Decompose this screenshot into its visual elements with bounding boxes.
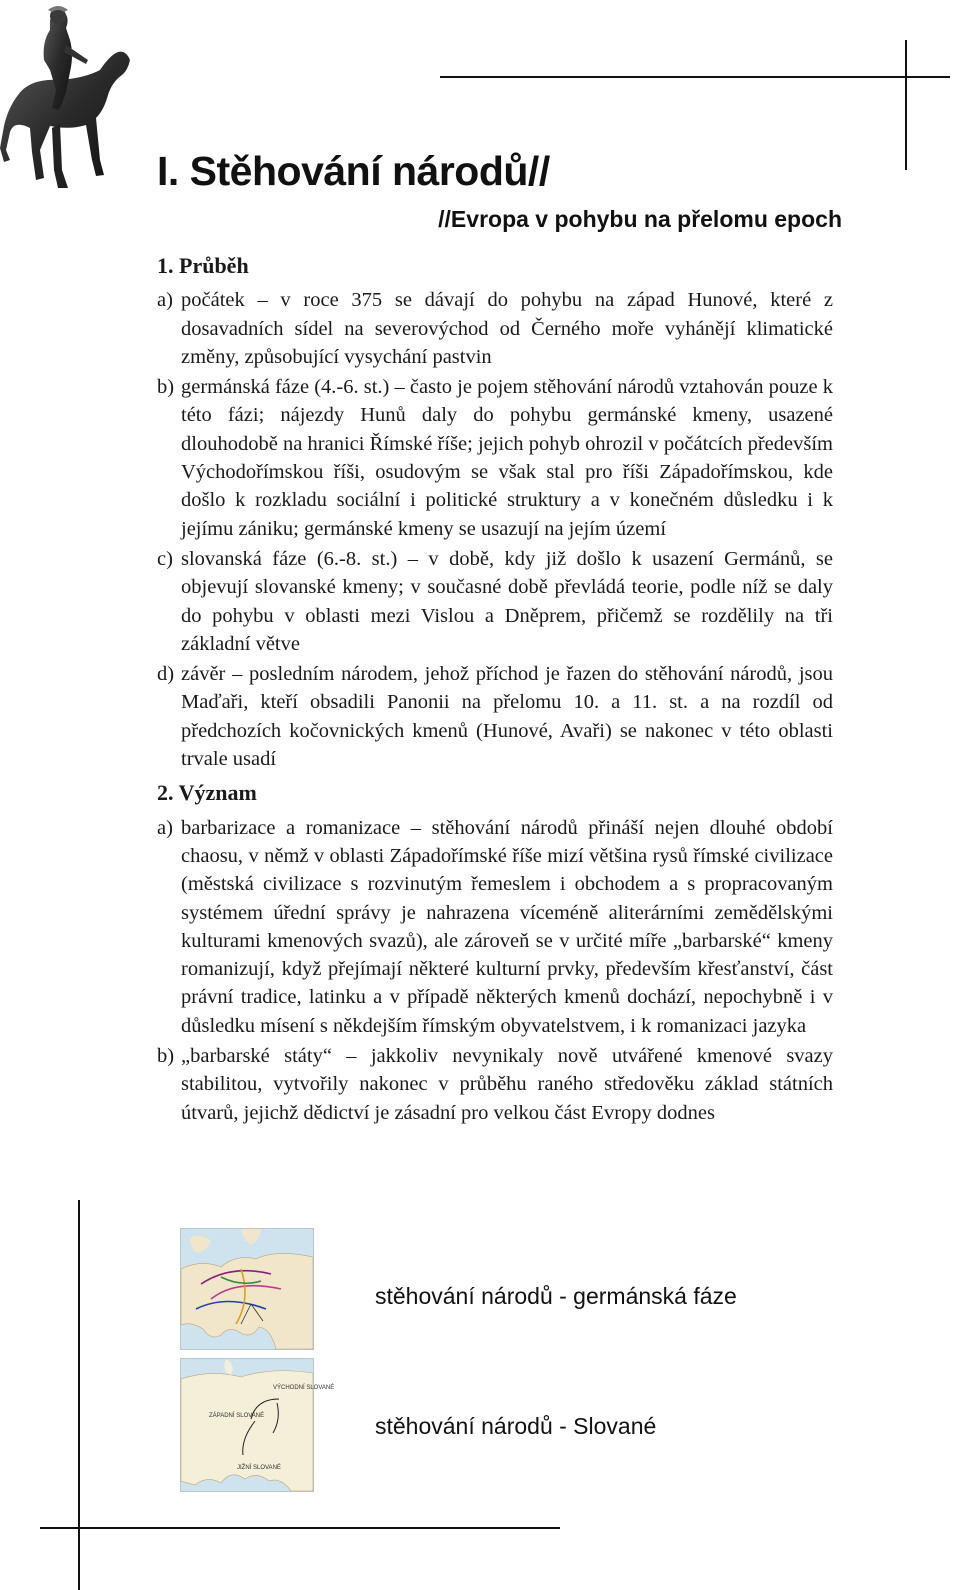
equestrian-statue-image xyxy=(0,0,135,195)
figure-caption: stěhování národů - germánská fáze xyxy=(375,1283,737,1309)
item-lead: germánská fáze (4.-6. st.) xyxy=(181,376,390,399)
section-heading: 2. Význam xyxy=(157,780,257,806)
figure-caption: stěhování národů - Slované xyxy=(375,1413,657,1439)
section-course xyxy=(157,252,833,773)
item-text: – často je pojem stěhování národů vztahován pouze k této fázi; nájezdy Hunů daly do pohybu germánské kmeny, usazené dlouhodobě na hranici Římské říše; jejich pohyb ohrozil v počátcích především Východořímskou říši, osudovým se však stal pro říši Západořímskou, kde došlo k rozkladu sociální i politické struktury a v konečném důsledku i k jejímu zániku; germánské kmeny se usazují na jejím území xyxy=(181,376,833,540)
item-marker: a) xyxy=(157,289,173,312)
item-marker: d) xyxy=(157,663,175,686)
item-text: – stěhování národů přináší nejen dlouhé období chaosu, v němž v oblasti Západořímské říše mizí většina rysů římské civilizace (městská civilizace s rozvinutým řemeslem i obchodem a s propracovaným systémem úřední správy je nahrazena víceméně aliterárními zemědělskými kulturami kmenových svazů), ale zároveň se v určité míře „barbarské“ kmeny romanizují, když přejímají některé kulturní prvky, především křesťanství, část právní tradice, latinku a v případě některých kmenů dochází, nepochybně i v důsledku mísení s někdejším římským obyvatelstvem, i k romanizaci jazyka xyxy=(181,816,833,1037)
item-lead: závěr xyxy=(181,663,226,686)
figures xyxy=(180,1228,820,1498)
item-marker: b) xyxy=(157,376,175,399)
item-text: – posledním národem, jehož příchod je řazen do stěhování národů, jsou Maďaři, kteří obsadili Panonii na přelomu 10. a 11. st. a na rozdíl od předchozích kočovnických kmenů (Hunové, Avaři) se nakonec v této oblasti trvale usadí xyxy=(181,663,833,771)
map-label: VÝCHODNÍ SLOVANÉ xyxy=(273,1385,335,1391)
list-item xyxy=(157,545,833,658)
section-heading: 1. Průběh xyxy=(157,253,249,278)
page-title: I. Stěhování národů// xyxy=(157,148,550,194)
item-text: – v době, kdy již došlo k usazení Germánů, se objevují slovanské kmeny; v současné době převládá teorie, podle níž se daly do pohybu v oblasti mezi Vislou a Dněprem, přičemž se rozdělily na tři základní větve xyxy=(181,547,833,655)
top-rule xyxy=(440,76,950,78)
list-item xyxy=(157,1042,833,1127)
item-text: – v roce 375 se dávají do pohybu na západ Hunové, které z dosavadních sídel na severovýchod od Černého moře vyhánějí klimatické změny, způsobující vysychání pastvin xyxy=(181,289,833,368)
page-subtitle: //Evropa v pohybu na přelomu epoch xyxy=(438,206,842,232)
bottom-rule xyxy=(40,1527,560,1529)
item-lead: počátek xyxy=(181,289,245,312)
item-marker: a) xyxy=(157,816,173,839)
item-text: – jakkoliv nevynikaly nově utvářené kmenové svazy stabilitou, vytvořily nakonec v průběhu raného středověku základ státních útvarů, jejichž dědictví je zásadní pro velkou část Evropy dodnes xyxy=(181,1045,834,1124)
item-marker: c) xyxy=(157,547,173,570)
slavic-migration-map xyxy=(181,1359,335,1491)
list-item xyxy=(157,286,833,371)
item-marker: b) xyxy=(157,1045,175,1068)
map-label: ZÁPADNÍ SLOVANÉ xyxy=(209,1413,265,1419)
map-germanic-phase xyxy=(180,1228,314,1350)
map-slavs xyxy=(180,1358,335,1492)
item-lead: „barbarské státy“ xyxy=(181,1045,332,1068)
list-item xyxy=(157,814,833,1040)
germanic-migration-map xyxy=(181,1229,313,1349)
list-item xyxy=(157,660,833,773)
top-right-vertical-rule xyxy=(905,40,907,170)
map-label: JIŽNÍ SLOVANÉ xyxy=(237,1465,281,1471)
item-lead: slovanská fáze (6.-8. st.) xyxy=(181,547,398,570)
content-body xyxy=(157,252,833,1129)
bottom-left-vertical-rule xyxy=(78,1200,80,1590)
section-significance xyxy=(157,779,833,1127)
item-lead: barbarizace a romanizace xyxy=(181,816,401,839)
list-item xyxy=(157,373,833,543)
